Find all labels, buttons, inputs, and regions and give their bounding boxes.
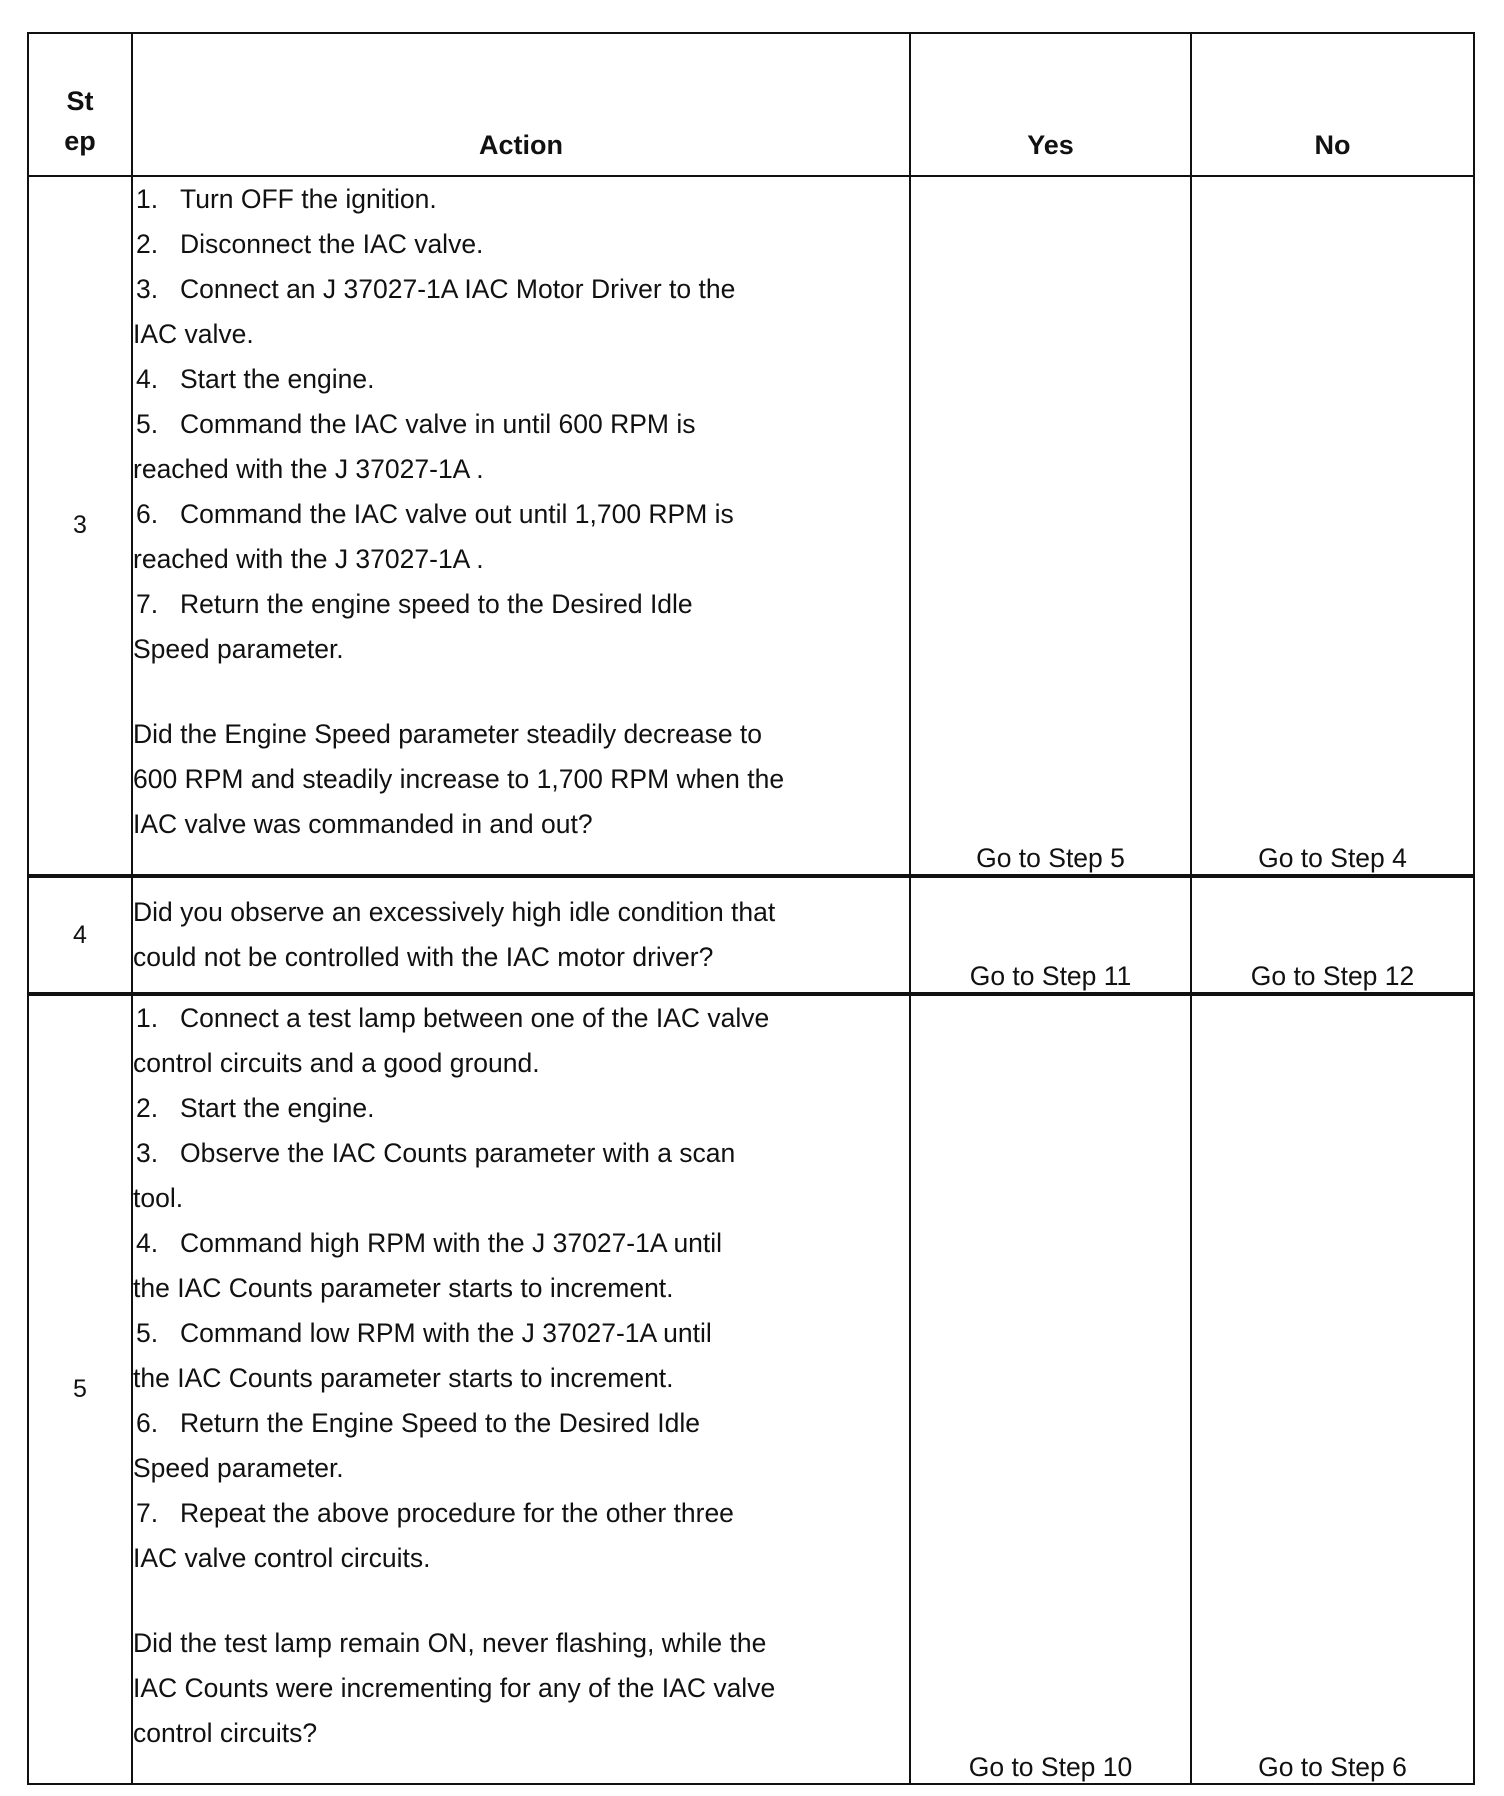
action-item: 7. Repeat the above procedure for the other three <box>136 1498 734 1528</box>
no-result: Go to Step 6 <box>1191 994 1474 1784</box>
table-row-step-4 <box>28 876 1474 994</box>
table-row-step-5 <box>28 994 1474 1784</box>
action-item-continuation: IAC valve. <box>133 319 254 349</box>
action-item-continuation: tool. <box>133 1183 184 1213</box>
action-question: Did the Engine Speed parameter steadily decrease to 600 RPM and steadily increase to 1,700 RPM when the IAC valve was commanded in and out? <box>133 719 785 839</box>
step-number: 5 <box>28 994 132 1784</box>
yes-column-header: Yes <box>910 33 1191 176</box>
action-item-continuation: reached with the J 37027-1A . <box>133 454 484 484</box>
action-item: 5. Command low RPM with the J 37027-1A until <box>136 1318 712 1348</box>
action-item: 5. Command the IAC valve in until 600 RPM is <box>136 409 696 439</box>
step-header-line-1: St <box>66 86 94 116</box>
yes-result: Go to Step 10 <box>910 994 1191 1784</box>
action-item: 3. Observe the IAC Counts parameter with a scan <box>136 1138 736 1168</box>
action-item: 2. Disconnect the IAC valve. <box>136 229 484 259</box>
action-question-line: could not be controlled with the IAC motor driver? <box>133 942 714 972</box>
action-item: 6. Return the Engine Speed to the Desired Idle <box>136 1408 701 1438</box>
action-item-continuation: Speed parameter. <box>133 1453 344 1483</box>
action-item-continuation: the IAC Counts parameter starts to increment. <box>133 1363 674 1393</box>
header-row <box>28 33 1474 176</box>
no-result: Go to Step 4 <box>1191 176 1474 876</box>
yes-result: Go to Step 11 <box>910 876 1191 994</box>
action-item: 2. Start the engine. <box>136 1093 375 1123</box>
action-cell <box>132 994 910 1784</box>
action-item-continuation: control circuits and a good ground. <box>133 1048 540 1078</box>
action-item-continuation: IAC valve control circuits. <box>133 1543 431 1573</box>
action-cell <box>132 176 910 876</box>
step-header-line-2: ep <box>64 126 96 156</box>
action-item-continuation: reached with the J 37027-1A . <box>133 544 484 574</box>
action-item-continuation: the IAC Counts parameter starts to increment. <box>133 1273 674 1303</box>
yes-result: Go to Step 5 <box>910 176 1191 876</box>
action-column-header: Action <box>132 33 910 176</box>
no-result: Go to Step 12 <box>1191 876 1474 994</box>
action-item: 4. Start the engine. <box>136 364 375 394</box>
step-number: 3 <box>28 176 132 876</box>
action-item: 6. Command the IAC valve out until 1,700 RPM is <box>136 499 734 529</box>
action-cell <box>132 876 910 994</box>
action-item: 3. Connect an J 37027-1A IAC Motor Driver to the <box>136 274 736 304</box>
action-item: 7. Return the engine speed to the Desired Idle <box>136 589 693 619</box>
step-number: 4 <box>28 876 132 994</box>
action-item-continuation: Speed parameter. <box>133 634 344 664</box>
action-item: 4. Command high RPM with the J 37027-1A until <box>136 1228 723 1258</box>
table-row-step-3 <box>28 176 1474 876</box>
no-column-header: No <box>1191 33 1474 176</box>
action-question-line: Did you observe an excessively high idle condition that <box>133 897 776 927</box>
action-item: 1. Connect a test lamp between one of the IAC valve <box>136 1003 770 1033</box>
action-question: Did the test lamp remain ON, never flashing, while the IAC Counts were incrementing for any of the IAC valve control circuits? <box>133 1628 776 1748</box>
action-item: 1. Turn OFF the ignition. <box>136 184 437 214</box>
step-column-header <box>28 33 132 176</box>
diagnostic-steps-table <box>27 32 1475 1785</box>
